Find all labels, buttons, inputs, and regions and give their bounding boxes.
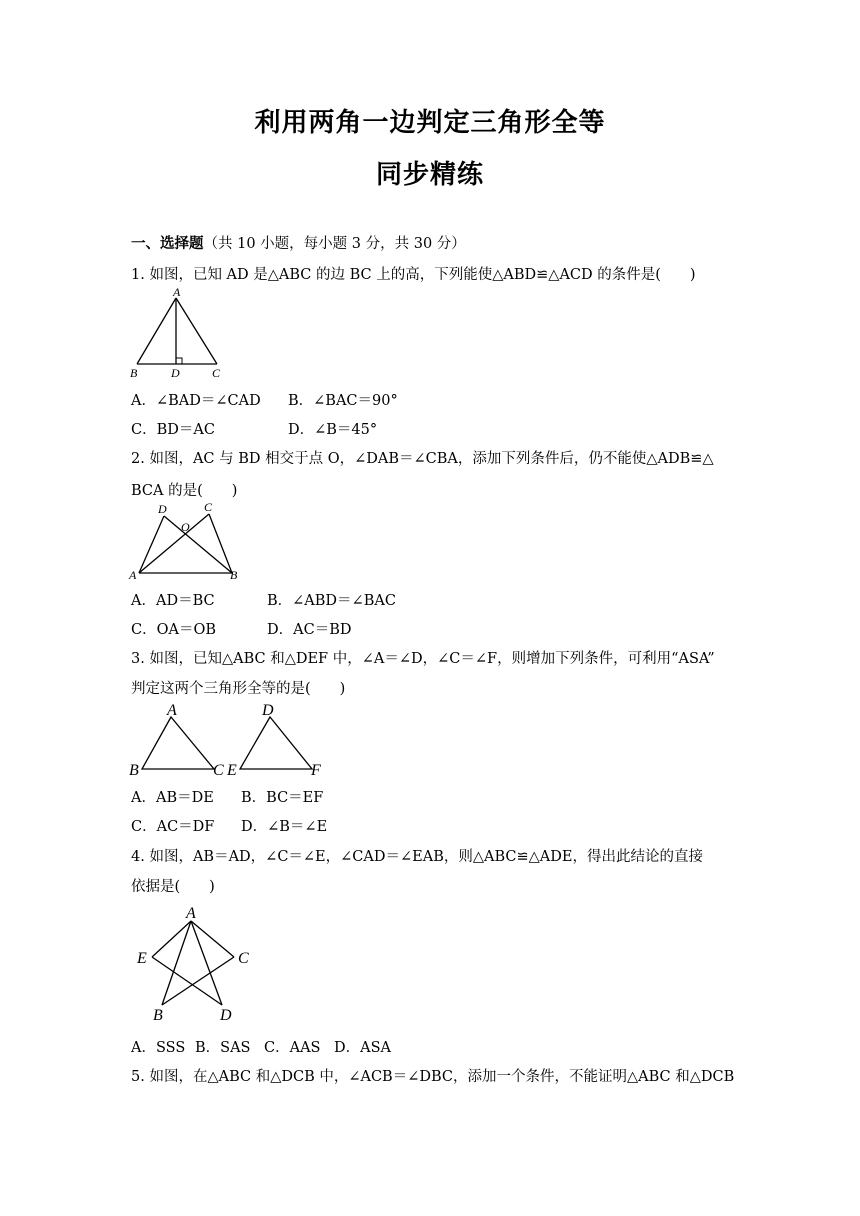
figure-label: B <box>129 762 139 779</box>
option-b: B．SAS <box>195 1040 251 1056</box>
option-c: C．OA＝OB <box>131 622 216 638</box>
option-a: A．AB＝DE <box>131 790 214 806</box>
question-3-figure <box>128 700 338 782</box>
figure-label: C <box>213 762 224 779</box>
option-c: C．AC＝DF <box>131 819 215 835</box>
figure-label: A <box>167 702 177 719</box>
figure-label: D <box>262 702 274 719</box>
question-3-text-line-2: 判定这两个三角形全等的是( ) <box>131 681 346 697</box>
option-d: D．∠B＝∠E <box>241 819 328 835</box>
page-subtitle: 同步精练 <box>375 160 484 190</box>
figure-label: C <box>204 500 213 514</box>
figure-label: F <box>311 762 321 779</box>
option-c: C．BD＝AC <box>131 422 215 438</box>
option-a: A．∠BAD＝∠CAD <box>131 393 261 409</box>
figure-label: C <box>238 950 249 967</box>
section-heading-label: 一、选择题 <box>131 236 204 252</box>
figure-label: B <box>230 568 238 582</box>
question-4-figure <box>134 902 264 1026</box>
option-c: C．AAS <box>264 1040 321 1056</box>
question-2-options-row-2 <box>131 618 351 639</box>
option-a: A．AD＝BC <box>131 593 215 609</box>
question-4-options <box>131 1036 391 1057</box>
question-2-figure <box>126 500 246 582</box>
question-4-text-line-2: 依据是( ) <box>131 879 215 895</box>
option-d: D．AC＝BD <box>267 622 352 638</box>
figure-label: A <box>186 905 196 922</box>
figure-label: E <box>227 762 237 779</box>
page-title: 利用两角一边判定三角形全等 <box>254 108 606 138</box>
question-4-text-line-1: 4. 如图，AB＝AD，∠C＝∠E，∠CAD＝∠EAB，则△ABC≌△ADE，得出此结论的直接 <box>131 849 703 865</box>
option-b: B．∠BAC＝90° <box>288 393 398 409</box>
figure-label: B <box>153 1007 163 1024</box>
section-heading-note: （共 10 小题，每小题 3 分，共 30 分） <box>203 236 466 252</box>
option-d: D．∠B＝45° <box>288 422 378 438</box>
figure-label: O <box>181 520 190 534</box>
question-2-options-row-1 <box>131 589 396 610</box>
figure-label: C <box>212 366 221 380</box>
option-a: A．SSS <box>131 1040 186 1056</box>
option-d: D．ASA <box>334 1040 392 1056</box>
figure-label: D <box>171 366 180 380</box>
figure-label: D <box>220 1007 232 1024</box>
question-2-text-line-1: 2. 如图，AC 与 BD 相交于点 O，∠DAB＝∠CBA，添加下列条件后，仍不能使△ADB≌△ <box>131 451 714 467</box>
question-3-options-row-1 <box>131 786 323 807</box>
figure-label: B <box>130 366 138 380</box>
question-1-options-row-1 <box>131 389 398 410</box>
figure-label: A <box>129 568 137 582</box>
question-1-figure <box>128 286 228 380</box>
figure-label: E <box>137 950 147 967</box>
option-b: B．∠ABD＝∠BAC <box>267 593 396 609</box>
question-1-options-row-2 <box>131 418 377 439</box>
question-3-options-row-2 <box>131 815 327 836</box>
question-2-text-line-2: BCA 的是( ) <box>131 483 238 499</box>
question-3-text-line-1: 3. 如图，已知△ABC 和△DEF 中，∠A＝∠D，∠C＝∠F，则增加下列条件，可利用“ASA” <box>131 651 715 667</box>
section-heading <box>131 232 466 253</box>
question-5-text: 5. 如图，在△ABC 和△DCB 中，∠ACB＝∠DBC，添加一个条件，不能证明△ABC 和△DCB <box>131 1069 735 1085</box>
question-1-text: 1. 如图，已知 AD 是△ABC 的边 BC 上的高，下列能使△ABD≌△ACD 的条件是( ) <box>131 267 696 283</box>
figure-label: D <box>158 502 167 516</box>
option-b: B．BC＝EF <box>241 790 324 806</box>
figure-label: A <box>173 285 181 299</box>
